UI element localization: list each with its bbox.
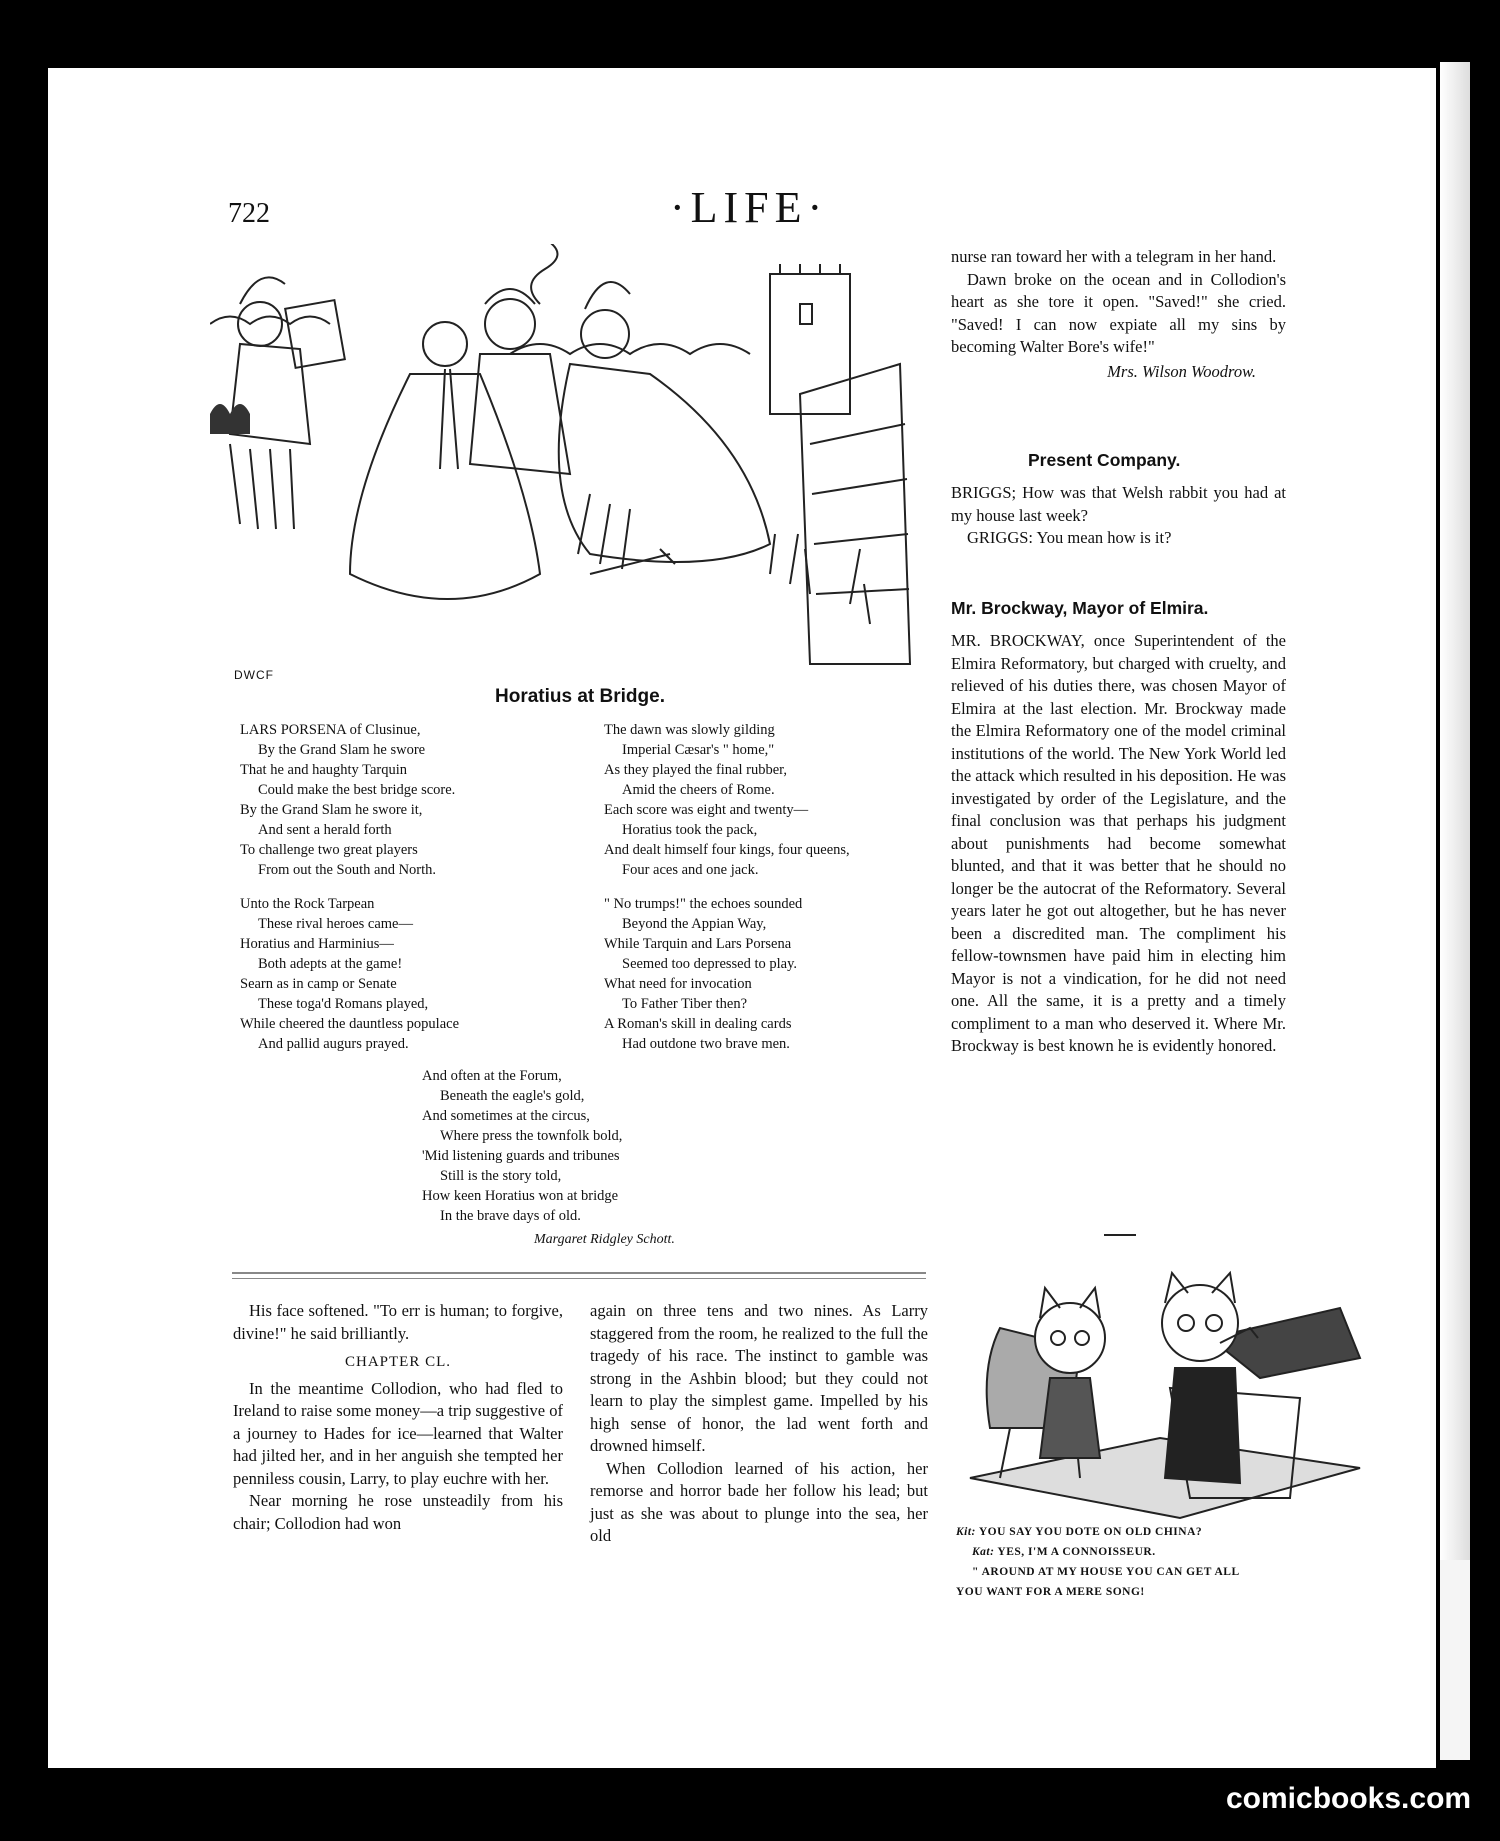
- story-paragraph: nurse ran toward her with a telegram in her hand.: [951, 247, 1277, 266]
- brockway-title: Mr. Brockway, Mayor of Elmira.: [951, 598, 1209, 618]
- story-column-2: [590, 1300, 928, 1548]
- poem-final-stanza: [422, 1066, 742, 1226]
- poem-line: And pallid augurs prayed.: [258, 1036, 409, 1052]
- story-paragraph: In the meantime Collodion, who had fled to Ireland to raise some money—a trip suggestive of a journey to Hades for ice—learned that Walter had jilted her, and in her anguish she tempted her penniless cousin, Larry, to play euchre with her.: [233, 1378, 563, 1488]
- story-paragraph: His face softened. "To err is human; to forgive, divine!" he said brilliantly.: [233, 1301, 563, 1343]
- watermark: comicbooks.com: [1226, 1782, 1472, 1815]
- story-paragraph: Near morning he rose unsteadily from his chair; Collodion had won: [233, 1491, 563, 1533]
- story-column-1: [233, 1300, 563, 1535]
- poem-line: What need for invocation: [604, 976, 752, 992]
- chapter-heading: CHAPTER CL.: [344, 1354, 451, 1370]
- poem-line: And often at the Forum,: [422, 1068, 562, 1084]
- poem-line: Amid the cheers of Rome.: [622, 782, 775, 798]
- section-divider-thin: [232, 1278, 926, 1279]
- poem-line: 'Mid listening guards and tribunes: [422, 1148, 620, 1164]
- poem-line: From out the South and North.: [258, 862, 437, 878]
- page-edge-lower: [1440, 1560, 1470, 1760]
- kit-line: YOU SAY YOU DOTE ON OLD CHINA?: [978, 1526, 1203, 1538]
- caption-line-kat: [956, 1542, 1296, 1562]
- story-paragraph: Dawn broke on the ocean and in Collodion's heart as she tore it open. "Saved!" she cried. "Saved! I can now expiate all my sins by becoming Walter Bore's wife!": [951, 269, 1286, 356]
- poem-line: Horatius and Harminius—: [240, 936, 394, 952]
- kat-line: YES, I'M A CONNOISSEUR.: [997, 1546, 1156, 1558]
- poem-line: Beneath the eagle's gold,: [440, 1088, 585, 1104]
- poem-line: To challenge two great players: [240, 842, 418, 858]
- page-number: 722: [228, 198, 270, 229]
- speaker-kit: Kit:: [956, 1526, 976, 1538]
- poem-line: In the brave days of old.: [440, 1208, 581, 1224]
- speaker-kat: Kat:: [972, 1546, 995, 1558]
- poem-line: These toga'd Romans played,: [258, 996, 429, 1012]
- story-paragraph: When Collodion learned of his action, her remorse and horror bade her follow his lead; but just as she was about to plunge into the sea, her old: [590, 1458, 928, 1545]
- poem-line: While Tarquin and Lars Porsena: [604, 936, 792, 952]
- bridge-cartoon-illustration: [210, 244, 930, 674]
- poem-line: To Father Tiber then?: [622, 996, 748, 1012]
- poem-line: And sometimes at the circus,: [422, 1108, 590, 1124]
- story-paragraph: again on three tens and two nines. As Larry staggered from the room, he realized to the full the tragedy of his race. The instinct to gamble was strong in the Ashbin blood; but they could not learn to play the simplest game. Impelled by his high sense of honor, the lad went forth and drowned himself.: [590, 1301, 928, 1455]
- poem-line: And sent a herald forth: [258, 822, 392, 838]
- dialogue-line: GRIGGS: You mean how is it?: [967, 528, 1172, 547]
- article-body: MR. BROCKWAY, once Superintendent of the Elmira Reformatory, but charged with cruelty, and relieved of his duties there, was chosen Mayor of Elmira at the last election. Mr. Brockway made the Elmira Reformatory one of the model criminal institutions of the world. The New York World led the attack which resulted in his deposition. He was investigated by order of the Legislature, and the final conclusion was that perhaps his judgment about punishments had become somewhat blunted, and that it was better that he should no longer be the autocrat of the Reformatory. Several years later he got out altogether, but he has never been a discredited man. The compliment his fellow-townsmen have paid him in electing him Mayor is not a vindication, for he did not need one. All the same, it is a pretty and a timely compliment to a man who deserved it. Where Mr. Brockway is best known he is evidently honored.: [951, 631, 1286, 1055]
- poem-line: Both adepts at the game!: [258, 956, 403, 972]
- poem-line: Beyond the Appian Way,: [622, 916, 767, 932]
- poem-line: Had outdone two brave men.: [622, 1036, 790, 1052]
- caption-line: YOU WANT FOR A MERE SONG!: [956, 1586, 1145, 1598]
- poem-line: Still is the story told,: [440, 1168, 562, 1184]
- cats-cartoon-illustration: [960, 1268, 1380, 1524]
- poem-line: By the Grand Slam he swore it,: [240, 802, 423, 818]
- poem-line: As they played the final rubber,: [604, 762, 788, 778]
- poem-col1-stanza2: [240, 894, 560, 1054]
- dialogue-line: BRIGGS; How was that Welsh rabbit you had at my house last week?: [951, 483, 1286, 525]
- poem-line: Imperial Cæsar's " home,": [622, 742, 775, 758]
- poem-col2-stanza2: [604, 894, 934, 1054]
- poem-line: That he and haughty Tarquin: [240, 762, 408, 778]
- poem-line: Four aces and one jack.: [622, 862, 759, 878]
- cats-caption: [956, 1522, 1296, 1602]
- story-author: Mrs. Wilson Woodrow.: [1107, 361, 1256, 381]
- present-company-title: Present Company.: [1028, 450, 1181, 470]
- poem-line: The dawn was slowly gilding: [604, 722, 775, 738]
- poem-author: Margaret Ridgley Schott.: [534, 1232, 675, 1247]
- poem-line: Unto the Rock Tarpean: [240, 896, 375, 912]
- brockway-article: [951, 630, 1286, 1058]
- caption-line-kit: [956, 1522, 1296, 1542]
- poem-line: LARS PORSENA of Clusinue,: [240, 722, 421, 738]
- present-company-text: [951, 482, 1286, 550]
- poem-line: By the Grand Slam he swore: [258, 742, 426, 758]
- poem-line: Could make the best bridge score.: [258, 782, 456, 798]
- poem-line: These rival heroes came—: [258, 916, 413, 932]
- poem-line: Searn as in camp or Senate: [240, 976, 397, 992]
- section-divider: [232, 1272, 926, 1274]
- page-edge: [1440, 62, 1470, 1562]
- poem-line: A Roman's skill in dealing cards: [604, 1016, 792, 1032]
- poem-line: While cheered the dauntless populace: [240, 1016, 460, 1032]
- poem-line: Where press the townfolk bold,: [440, 1128, 623, 1144]
- poem-line: How keen Horatius won at bridge: [422, 1188, 619, 1204]
- poem-title: Horatius at Bridge.: [495, 686, 665, 707]
- story-column-3: [951, 246, 1286, 383]
- poem-line: Each score was eight and twenty—: [604, 802, 809, 818]
- poem-line: And dealt himself four kings, four queens,: [604, 842, 850, 858]
- poem-col1-stanza1: [240, 720, 560, 880]
- short-divider: [1104, 1234, 1136, 1236]
- masthead: ·LIFE·: [670, 183, 829, 232]
- poem-line: " No trumps!" the echoes sounded: [604, 896, 803, 912]
- cartoon-signature: DWCF: [234, 668, 274, 682]
- poem-line: Seemed too depressed to play.: [622, 956, 798, 972]
- poem-col2-stanza1: [604, 720, 934, 880]
- poem-line: Horatius took the pack,: [622, 822, 758, 838]
- caption-line: " AROUND AT MY HOUSE YOU CAN GET ALL: [972, 1566, 1240, 1578]
